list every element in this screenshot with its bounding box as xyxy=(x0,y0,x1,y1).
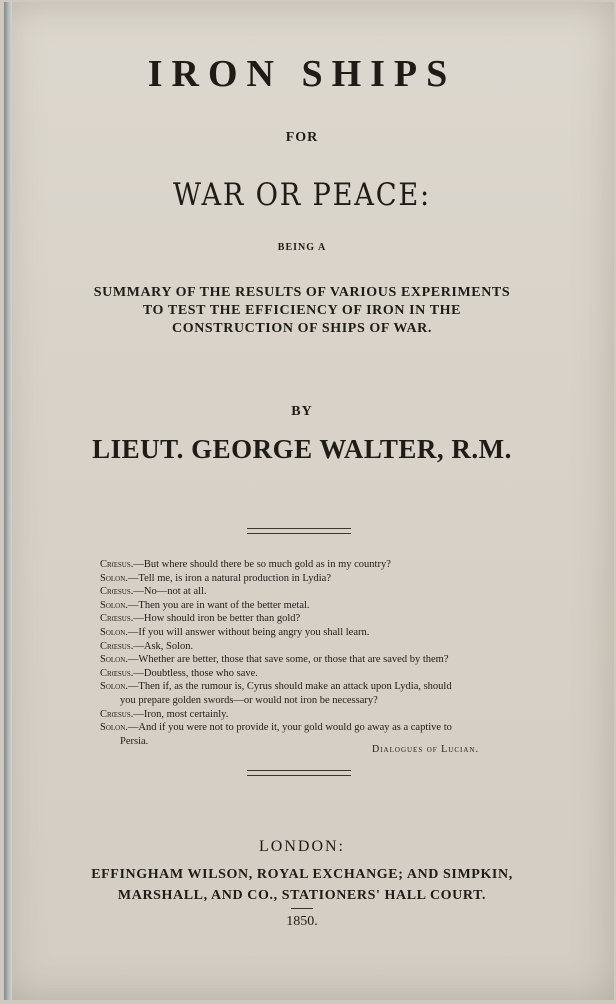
dialogue-line xyxy=(100,585,520,599)
dialogue-line xyxy=(100,694,520,708)
dialogue-text: —Then you are in want of the better metal. xyxy=(127,599,310,611)
dialogue-line xyxy=(100,708,520,722)
publisher-line: EFFINGHAM WILSON, ROYAL EXCHANGE; AND SIMPKIN, xyxy=(91,867,513,882)
dialogue-line xyxy=(100,599,520,613)
epigraph-source: Dialogues of Lucian. xyxy=(372,744,479,755)
double-rule-top xyxy=(247,528,351,534)
dialogue-text: —And if you were not to provide it, your gold would go away as a captive to xyxy=(127,722,452,734)
dialogue-line xyxy=(100,667,520,681)
dialogue-speaker: Crœsus. xyxy=(100,640,134,652)
publisher-line: MARSHALL, AND CO., STATIONERS' HALL COURT. xyxy=(117,888,487,903)
dialogue-speaker: Crœsus. xyxy=(100,667,134,679)
by-text: BY xyxy=(291,404,313,419)
summary-line: TO TEST THE EFFICIENCY OF IRON IN THE xyxy=(142,303,462,318)
imprint-city: LONDON: xyxy=(259,838,345,855)
author-name: LIEUT. GEORGE WALTER, R.M. xyxy=(92,434,512,464)
dialogue-text: —Tell me, is iron a natural production in Lydia? xyxy=(127,572,331,584)
dialogue-line xyxy=(100,558,520,572)
dialogue-line xyxy=(100,721,520,735)
dialogue-speaker: Crœsus. xyxy=(100,708,134,720)
summary-block xyxy=(4,284,600,338)
dialogue-text: —Then if, as the rumour is, Cyrus should make an attack upon Lydia, should xyxy=(127,681,452,693)
dialogue-text: Persia. xyxy=(120,735,149,747)
double-rule-bottom xyxy=(247,770,351,776)
dialogue-speaker: Solon. xyxy=(100,654,128,666)
dialogue-text: —No—not at all. xyxy=(133,586,207,598)
dialogue-line xyxy=(100,626,520,640)
summary-line: SUMMARY OF THE RESULTS OF VARIOUS EXPERIMENTS xyxy=(93,285,511,300)
being-a-text: BEING A xyxy=(277,242,327,253)
year-rule xyxy=(291,908,313,909)
book-title: IRON SHIPS xyxy=(147,53,457,95)
dialogue-text: you prepare golden swords—or would not iron be necessary? xyxy=(120,694,378,706)
dialogue-speaker: Crœsus. xyxy=(100,586,134,598)
dialogue-text: —If you will answer without being angry you shall learn. xyxy=(127,626,370,638)
publication-year: 1850. xyxy=(286,914,318,929)
dialogue-text: —Ask, Solon. xyxy=(133,640,194,652)
dialogue-text: —Whether are better, those that save some, or those that are saved by them? xyxy=(127,654,449,666)
dialogue-line xyxy=(100,572,520,586)
dialogue-text: —Doubtless, those who save. xyxy=(133,667,258,679)
dialogue-speaker: Solon. xyxy=(100,722,128,734)
dialogue-text: —Iron, most certainly. xyxy=(133,708,229,720)
book-subtitle: WAR OR PEACE: xyxy=(172,177,432,213)
dialogue-speaker: Solon. xyxy=(100,572,128,584)
title-page xyxy=(4,2,614,1000)
summary-line: CONSTRUCTION OF SHIPS OF WAR. xyxy=(172,321,432,336)
dialogue-speaker: Crœsus. xyxy=(100,559,134,570)
epigraph-dialogue xyxy=(100,558,520,748)
title-connector: FOR xyxy=(285,130,319,145)
dialogue-text: —How should iron be better than gold? xyxy=(133,613,301,625)
dialogue-speaker: Solon. xyxy=(100,599,128,611)
dialogue-line xyxy=(100,680,520,694)
dialogue-speaker: Crœsus. xyxy=(100,613,134,625)
publisher-block xyxy=(4,864,600,906)
dialogue-text: —But where should there be so much gold as in my country? xyxy=(133,559,391,570)
dialogue-speaker: Solon. xyxy=(100,681,128,693)
dialogue-speaker: Solon. xyxy=(100,626,128,638)
dialogue-line xyxy=(100,653,520,667)
dialogue-line xyxy=(100,612,520,626)
dialogue-line xyxy=(100,640,520,654)
